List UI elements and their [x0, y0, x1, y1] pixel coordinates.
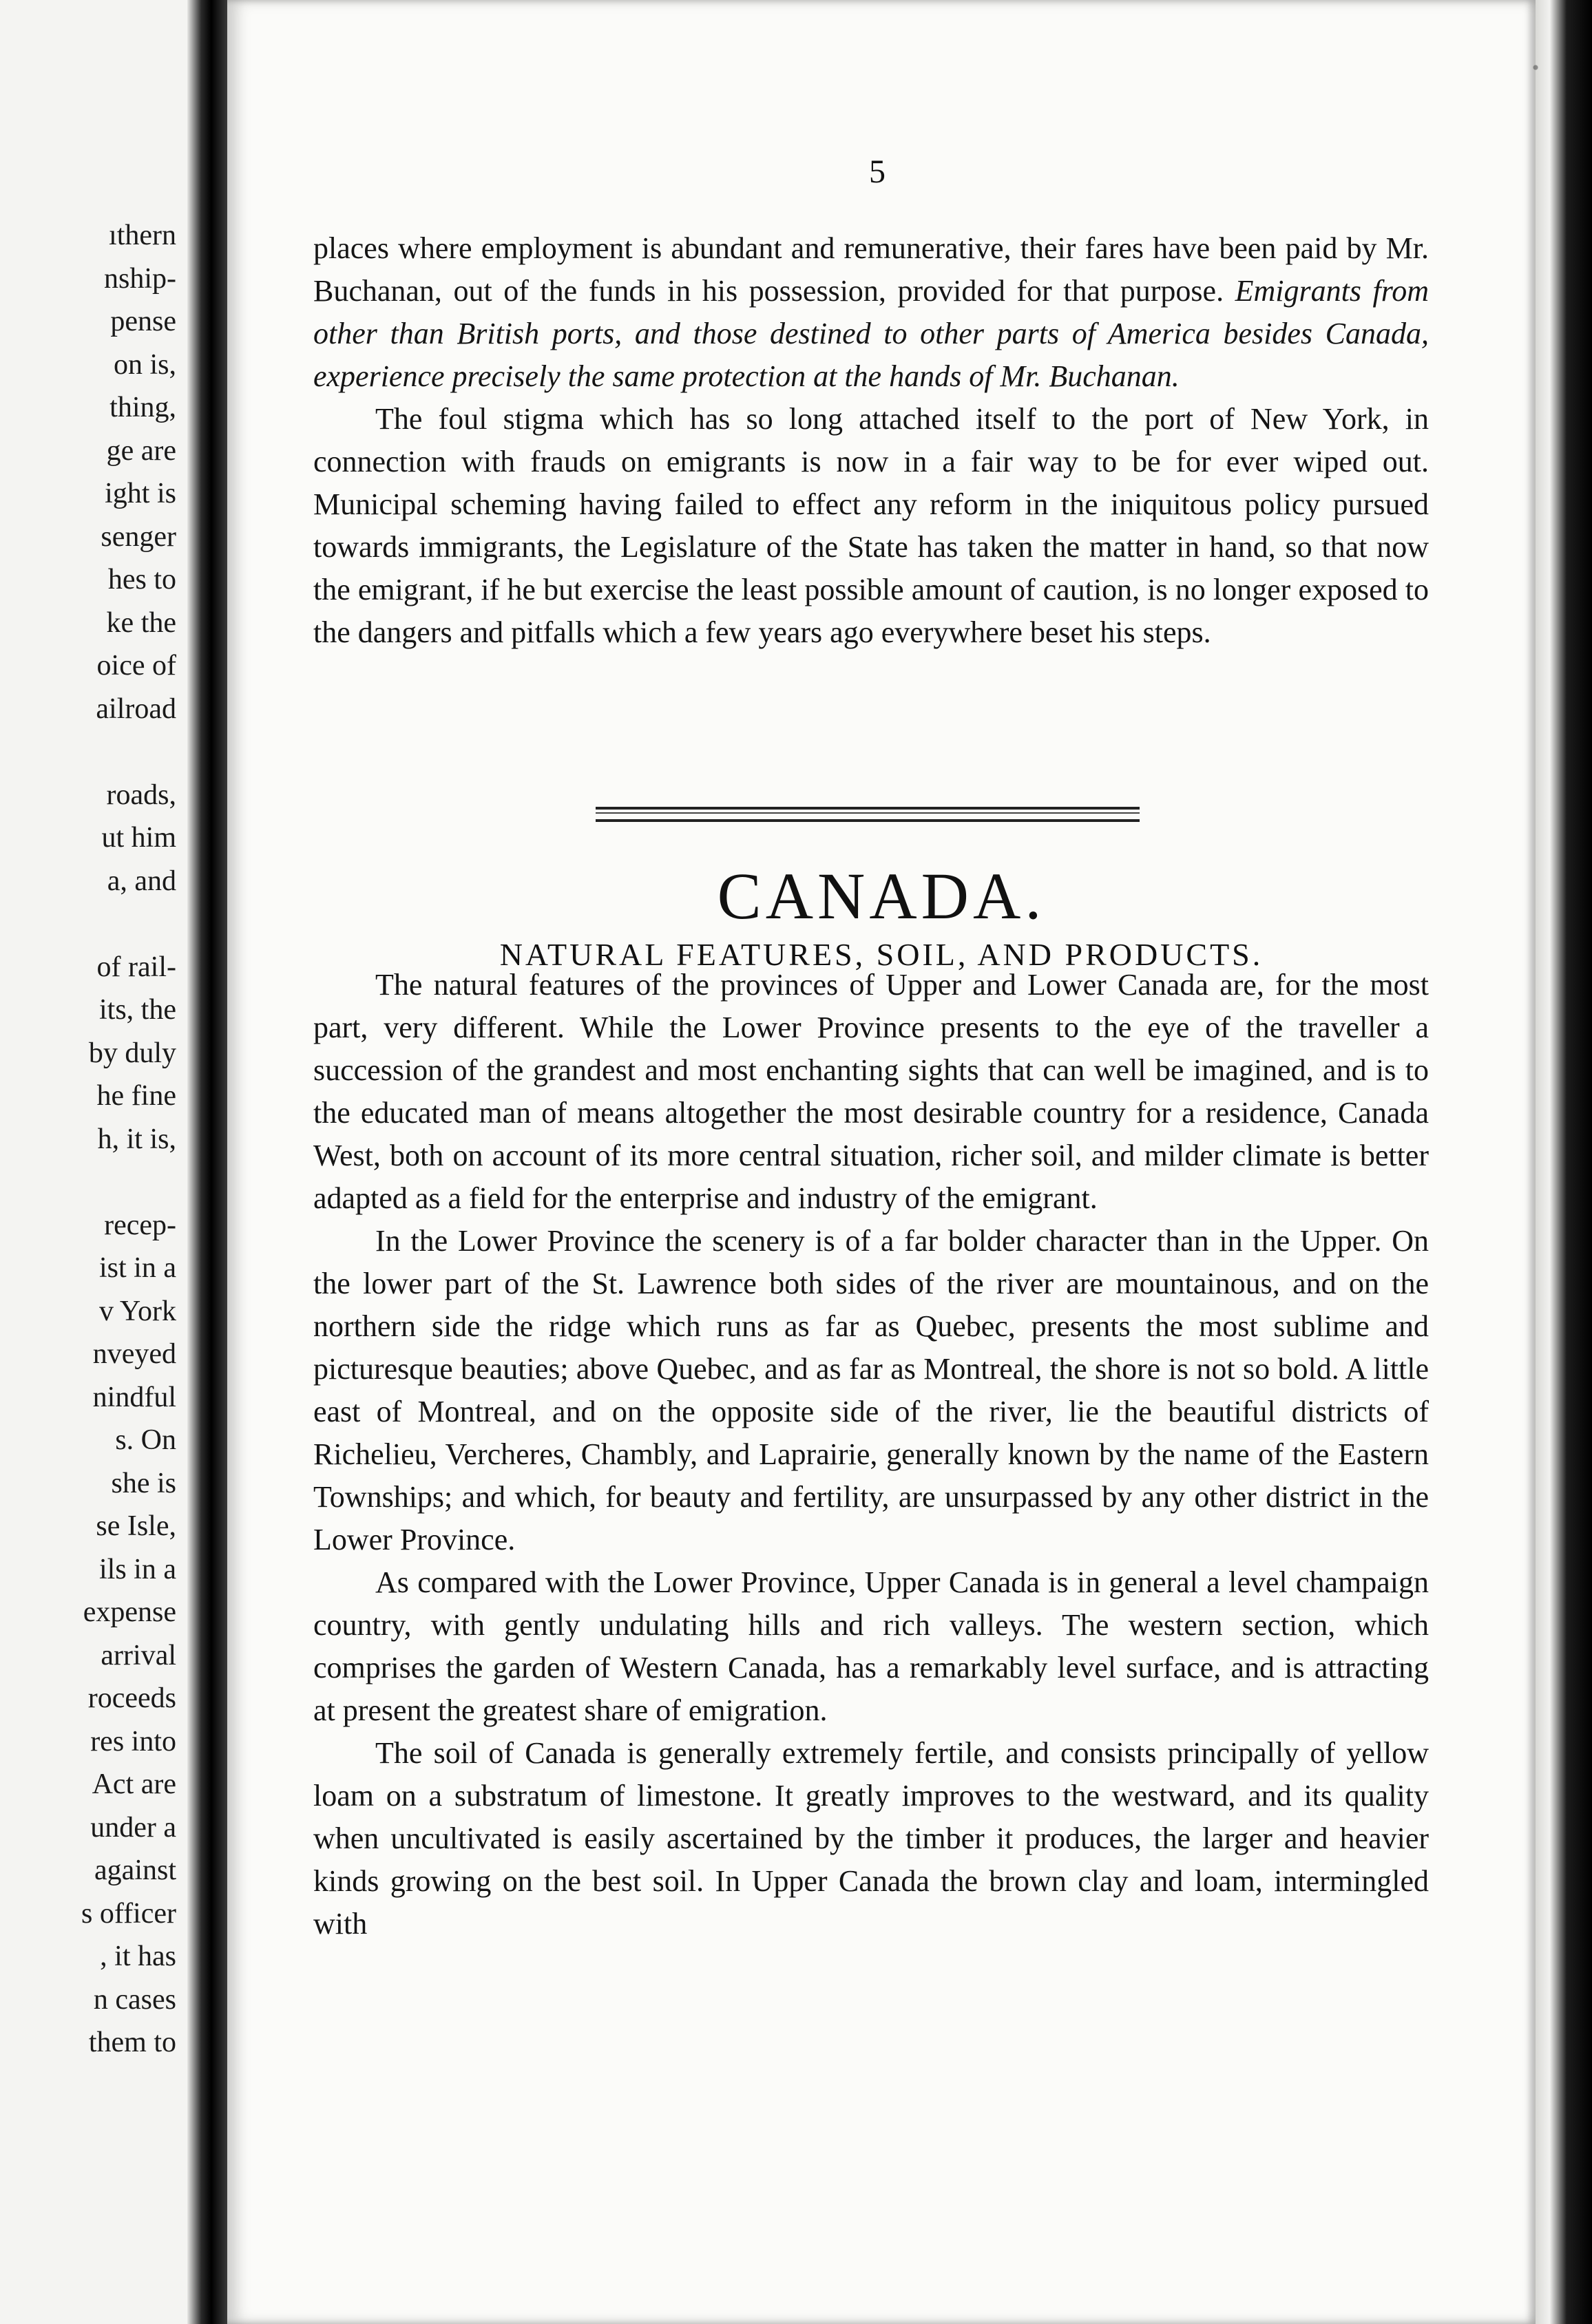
paragraph-continuation	[313, 227, 1429, 654]
left-page-line: s officer	[81, 1897, 176, 1930]
left-page-line: Act are	[92, 1768, 176, 1800]
paragraph-3: The natural features of the provinces of Upper and Lower Canada are, for the most part, very different. While the Lower Province presents to the eye of the traveller a succession of the grandest and most enchanting sights that can well be imagined, and is to the educated man of means altogether the most desirable country for a residence, Canada West, both on account of its more central situation, richer soil, and milder climate is better adapted as a field for the enterprise and industry of the emigrant.	[313, 968, 1429, 1215]
left-page-line: ke the	[106, 606, 176, 639]
left-page-line: ight is	[105, 478, 176, 509]
left-page-line: nveyed	[92, 1338, 176, 1370]
left-page-line: its, the	[99, 994, 176, 1026]
left-page-line: by duly	[88, 1037, 176, 1069]
canada-section-body	[313, 964, 1429, 1945]
section-subheading: NATURAL FEATURES, SOIL, AND PRODUCTS.	[499, 937, 1264, 972]
left-page-line: she is	[111, 1467, 176, 1499]
paragraph-1	[313, 227, 1429, 398]
left-page-line: against	[94, 1855, 176, 1886]
left-page-line: them to	[88, 2027, 176, 2058]
left-page-line: a, and	[107, 865, 176, 897]
left-page-line: roceeds	[87, 1682, 176, 1714]
paragraph-5: As compared with the Lower Province, Upper Canada is in general a level champaign country, with gently undulating hills and rich valleys. The western section, which comprises the garden of Western Canada, has a remarkably level surface, and is attracting at present the greatest share of emigration.	[313, 1565, 1429, 1727]
section-divider	[596, 807, 1140, 822]
paragraph-1-italic: Emigrants from other than British ports, and those destined to other parts of America besides Canada, experience precisely the same protection at the hands of Mr. Buchanan.	[313, 274, 1429, 393]
left-page-line: ıthern	[109, 220, 176, 251]
book-gutter	[187, 0, 227, 2324]
left-page-line: h, it is,	[97, 1123, 176, 1155]
left-page-line: nship-	[104, 262, 176, 295]
left-facing-page	[0, 0, 189, 2324]
left-page-line: arrival	[101, 1639, 176, 1671]
paragraph-2: The foul stigma which has so long attached itself to the port of New York, in connection with frauds on emigrants is now in a fair way to be for ever wiped out. Municipal scheming having failed to effect any reform in the iniquitous policy pursued towards immigrants, the Legislature of the State has taken the matter in hand, so that now the emigrant, if he but exercise the least possible amount of caution, is no longer exposed to the dangers and pitfalls which a few years ago everywhere beset his steps.	[313, 402, 1429, 649]
left-page-line: res into	[90, 1725, 176, 1757]
scan-speck	[1522, 54, 1549, 81]
left-page-line: pense	[110, 306, 176, 337]
left-page-line: hes to	[107, 564, 176, 595]
section-heading: CANADA.	[717, 859, 1046, 933]
left-page-line: recep-	[104, 1209, 176, 1241]
left-page-line: , it has	[100, 1941, 176, 1972]
left-page-line: expense	[83, 1596, 176, 1628]
left-page-line: nindful	[92, 1381, 176, 1413]
left-page-line: oice of	[96, 650, 176, 682]
left-page-line: senger	[101, 520, 176, 553]
paragraph-4: In the Lower Province the scenery is of a far bolder character than in the Upper. On the lower part of the St. Lawrence both sides of the river are mountainous, and on the northern side the ridge which runs as far as Quebec, presents the most sublime and picturesque beauties; above Quebec, and as far as Montreal, the shore is not so bold. A little east of Montreal, and on the opposite side of the river, lie the beautiful districts of Richelieu, Vercheres, Chambly, and Laprairie, generally known by the name of the Eastern Townships; and which, for beauty and fertility, are unsurpassed by any other district in the Lower Province.	[313, 1224, 1429, 1556]
left-page-line: n cases	[93, 1983, 176, 2016]
paragraph-6: The soil of Canada is generally extremely fertile, and consists principally of yellow loam on a substratum of limestone. It greatly improves to the westward, and its quality when uncultivated is easily ascertained by the timber it produces, the larger and heavier kinds growing on the best soil. In Upper Canada the brown clay and loam, intermingled with	[313, 1736, 1429, 1941]
left-page-line: roads,	[106, 779, 176, 811]
left-page-line: ailroad	[96, 693, 176, 725]
page-edge	[1536, 0, 1592, 2324]
left-page-line: thing,	[109, 392, 176, 423]
left-page-line: under a	[90, 1811, 176, 1844]
paragraph-1-text: places where employment is abundant and remunerative, their fares have been paid by Mr. Buchanan, out of the funds in his possession, provided for that purpose.	[313, 231, 1429, 308]
left-page-line: he fine	[96, 1080, 176, 1112]
left-page-line: se Isle,	[96, 1510, 176, 1542]
left-page-line: of rail-	[96, 951, 176, 983]
left-page-line: v York	[98, 1295, 176, 1327]
left-page-line: s. On	[115, 1424, 176, 1456]
left-page-line: ils in a	[99, 1553, 176, 1585]
left-page-line: ist in a	[99, 1252, 176, 1284]
page-number: 5	[869, 154, 886, 190]
left-page-line: ge are	[106, 434, 176, 467]
left-page-line: ut him	[101, 822, 176, 854]
left-page-line: on is,	[113, 348, 176, 381]
